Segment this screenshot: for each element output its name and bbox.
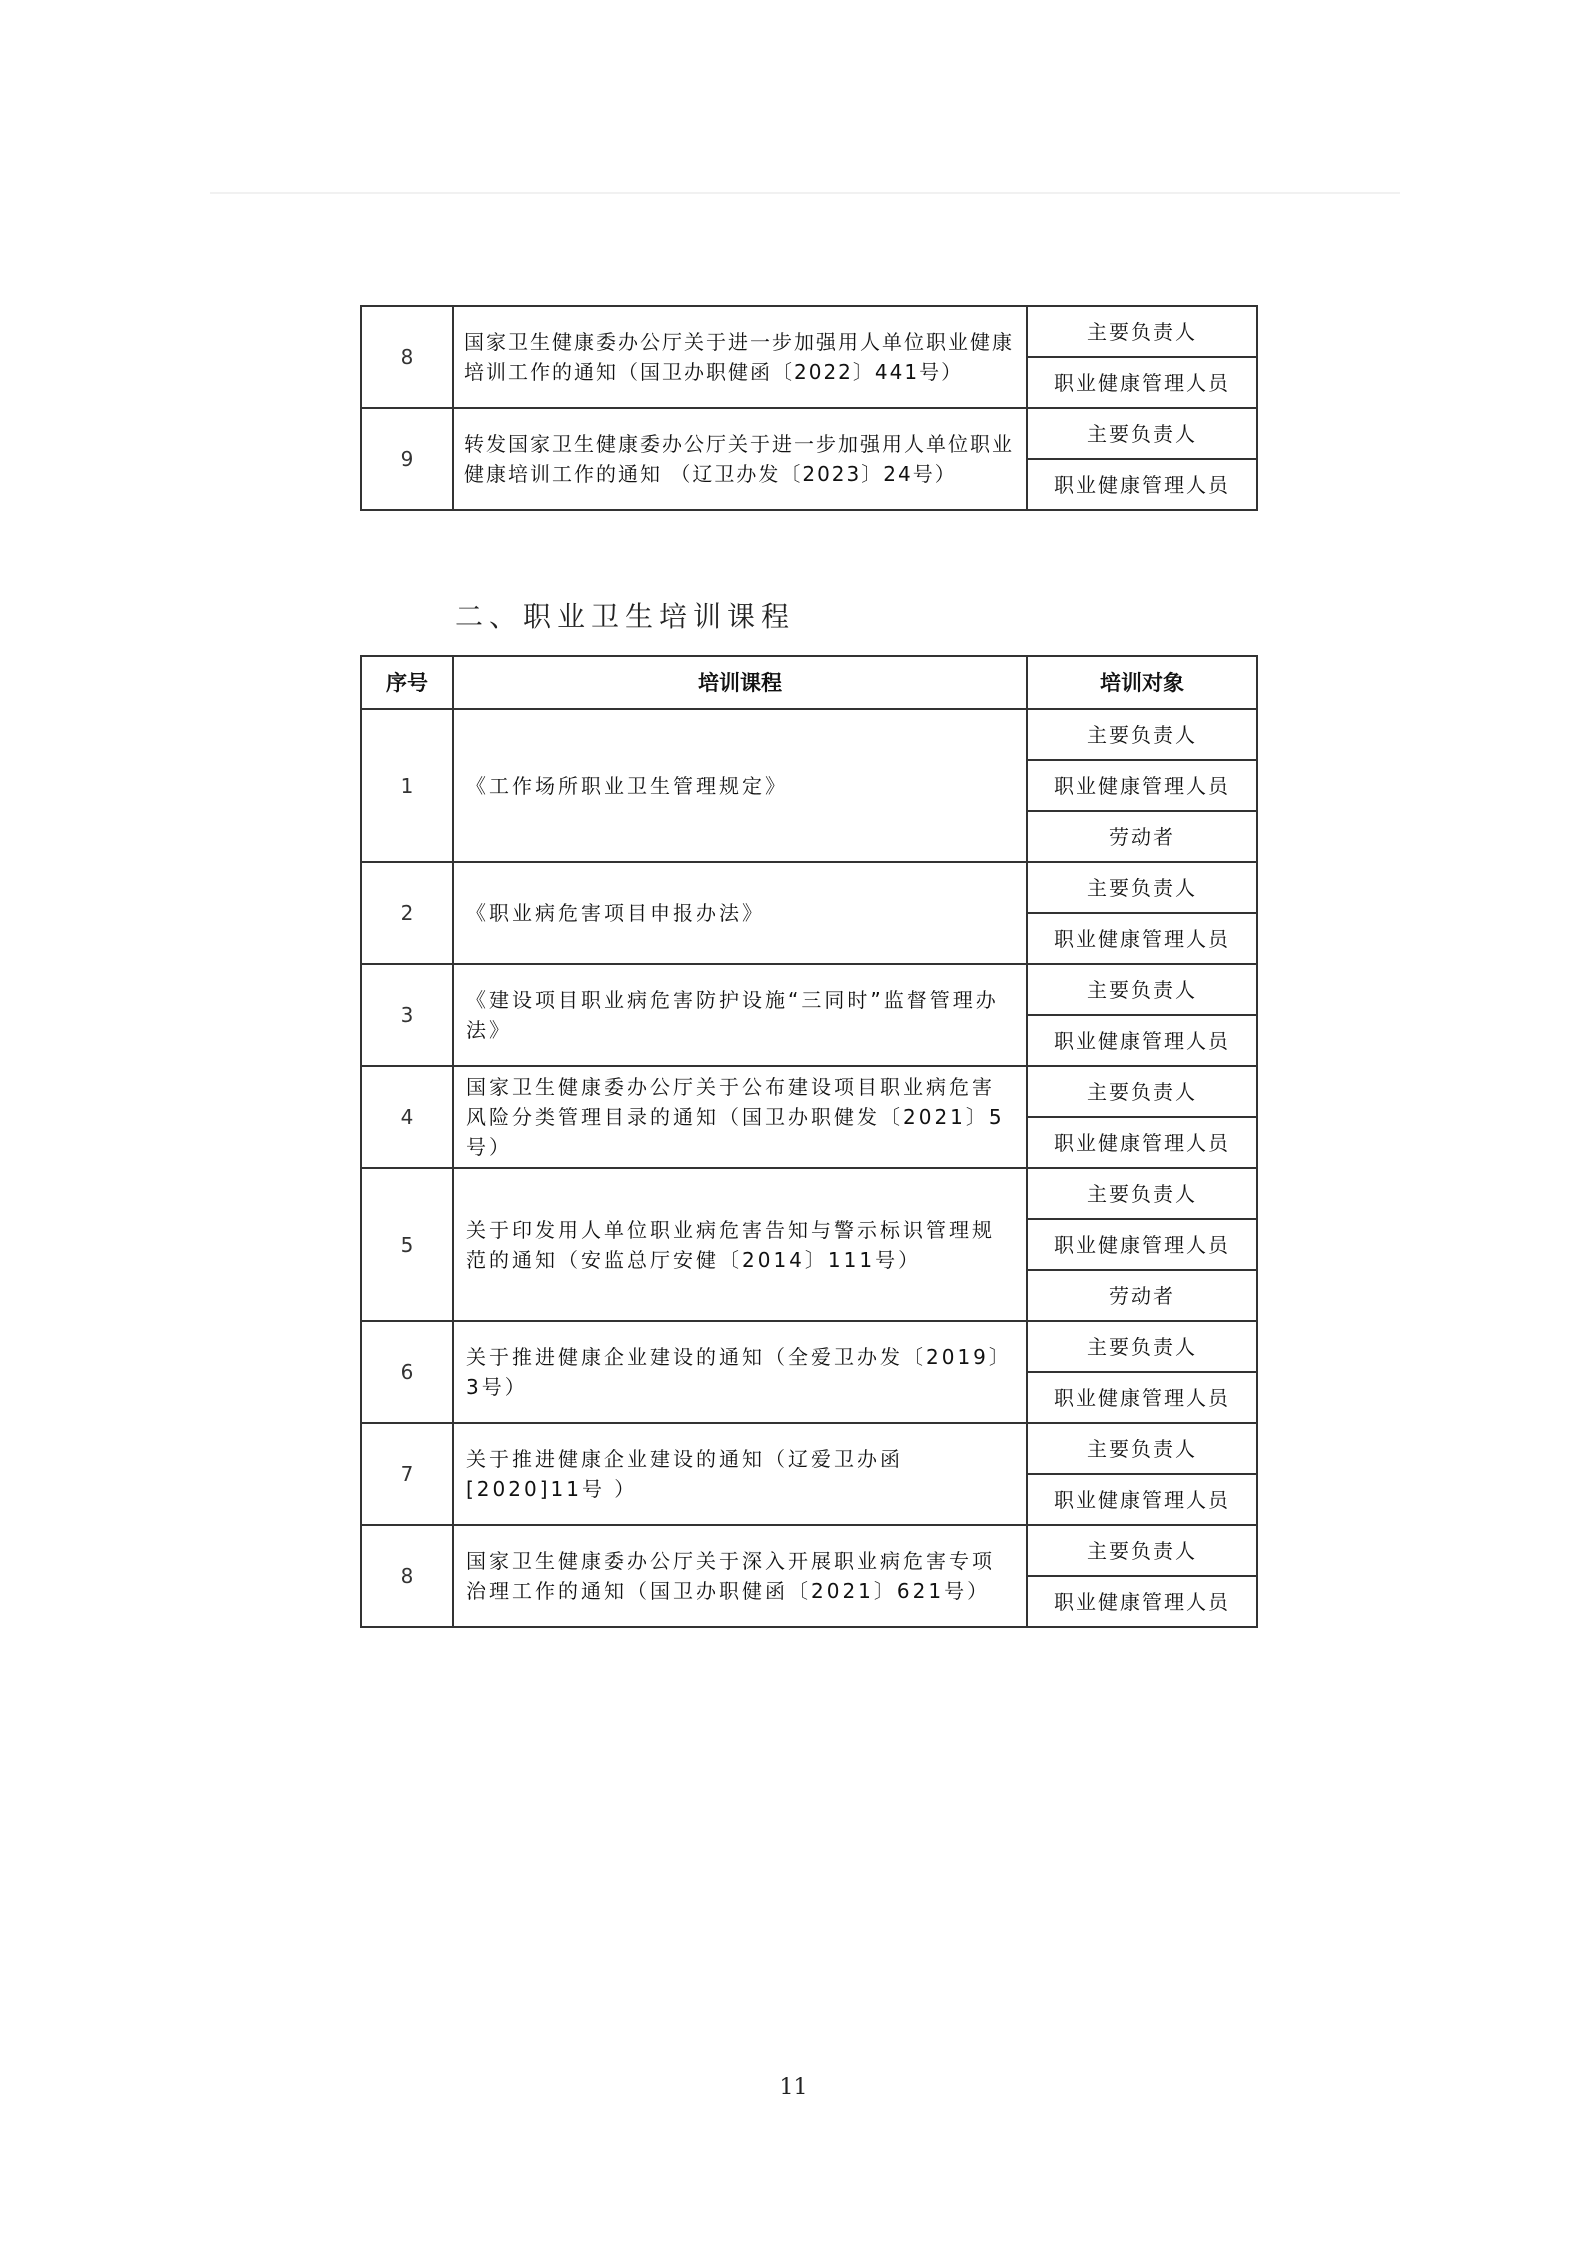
header-target: 培训对象 [1027, 656, 1257, 709]
target-cell: 主要负责人 [1027, 1423, 1257, 1474]
target-cell: 职业健康管理人员 [1027, 913, 1257, 964]
table-row [361, 862, 1257, 913]
target-cell: 职业健康管理人员 [1027, 1576, 1257, 1627]
target-cell: 职业健康管理人员 [1027, 760, 1257, 811]
target-cell: 职业健康管理人员 [1027, 357, 1257, 408]
target-cell: 主要负责人 [1027, 408, 1257, 459]
target-cell: 职业健康管理人员 [1027, 459, 1257, 510]
header-rule [210, 192, 1400, 194]
row-number: 6 [361, 1321, 453, 1423]
target-cell: 劳动者 [1027, 1270, 1257, 1321]
header-no: 序号 [361, 656, 453, 709]
row-number: 4 [361, 1066, 453, 1168]
course-title: 《工作场所职业卫生管理规定》 [453, 709, 1027, 862]
table-row [361, 1423, 1257, 1474]
course-title: 关于印发用人单位职业病危害告知与警示标识管理规范的通知（安监总厅安健〔2014〕111号） [453, 1168, 1027, 1321]
target-cell: 职业健康管理人员 [1027, 1474, 1257, 1525]
row-number: 8 [361, 1525, 453, 1627]
target-cell: 职业健康管理人员 [1027, 1219, 1257, 1270]
table-row [361, 306, 1257, 357]
training-courses-table [360, 655, 1258, 1628]
table-row [361, 1066, 1257, 1117]
table-row [361, 1525, 1257, 1576]
row-number: 5 [361, 1168, 453, 1321]
row-number: 7 [361, 1423, 453, 1525]
table-row [361, 709, 1257, 760]
target-cell: 主要负责人 [1027, 1168, 1257, 1219]
target-cell: 主要负责人 [1027, 1525, 1257, 1576]
target-cell: 主要负责人 [1027, 1066, 1257, 1117]
page-number: 11 [779, 2075, 808, 2100]
row-number: 3 [361, 964, 453, 1066]
target-cell: 主要负责人 [1027, 964, 1257, 1015]
target-cell: 劳动者 [1027, 811, 1257, 862]
target-cell: 职业健康管理人员 [1027, 1372, 1257, 1423]
target-cell: 主要负责人 [1027, 1321, 1257, 1372]
course-title: 转发国家卫生健康委办公厅关于进一步加强用人单位职业健康培训工作的通知 （辽卫办发〔2023〕24号） [453, 408, 1027, 510]
row-number: 9 [361, 408, 453, 510]
row-number: 2 [361, 862, 453, 964]
row-number: 8 [361, 306, 453, 408]
table-row [361, 1168, 1257, 1219]
regulations-table-continued [360, 305, 1258, 511]
course-title: 关于推进健康企业建设的通知（辽爱卫办函[2020]11号 ） [453, 1423, 1027, 1525]
course-title: 国家卫生健康委办公厅关于公布建设项目职业病危害风险分类管理目录的通知（国卫办职健发〔2021〕5号） [453, 1066, 1027, 1168]
table-row [361, 964, 1257, 1015]
table-header-row [361, 656, 1257, 709]
row-number: 1 [361, 709, 453, 862]
header-course: 培训课程 [453, 656, 1027, 709]
course-title: 国家卫生健康委办公厅关于深入开展职业病危害专项治理工作的通知（国卫办职健函〔2021〕621号） [453, 1525, 1027, 1627]
course-title: 《职业病危害项目申报办法》 [453, 862, 1027, 964]
table-row [361, 408, 1257, 459]
target-cell: 主要负责人 [1027, 862, 1257, 913]
target-cell: 主要负责人 [1027, 306, 1257, 357]
course-title: 国家卫生健康委办公厅关于进一步加强用人单位职业健康培训工作的通知（国卫办职健函〔2022〕441号） [453, 306, 1027, 408]
course-title: 关于推进健康企业建设的通知（全爱卫办发〔2019〕3号） [453, 1321, 1027, 1423]
target-cell: 职业健康管理人员 [1027, 1015, 1257, 1066]
course-title: 《建设项目职业病危害防护设施“三同时”监督管理办法》 [453, 964, 1027, 1066]
table-row [361, 1321, 1257, 1372]
target-cell: 职业健康管理人员 [1027, 1117, 1257, 1168]
section-title: 二、职业卫生培训课程 [455, 600, 796, 633]
target-cell: 主要负责人 [1027, 709, 1257, 760]
